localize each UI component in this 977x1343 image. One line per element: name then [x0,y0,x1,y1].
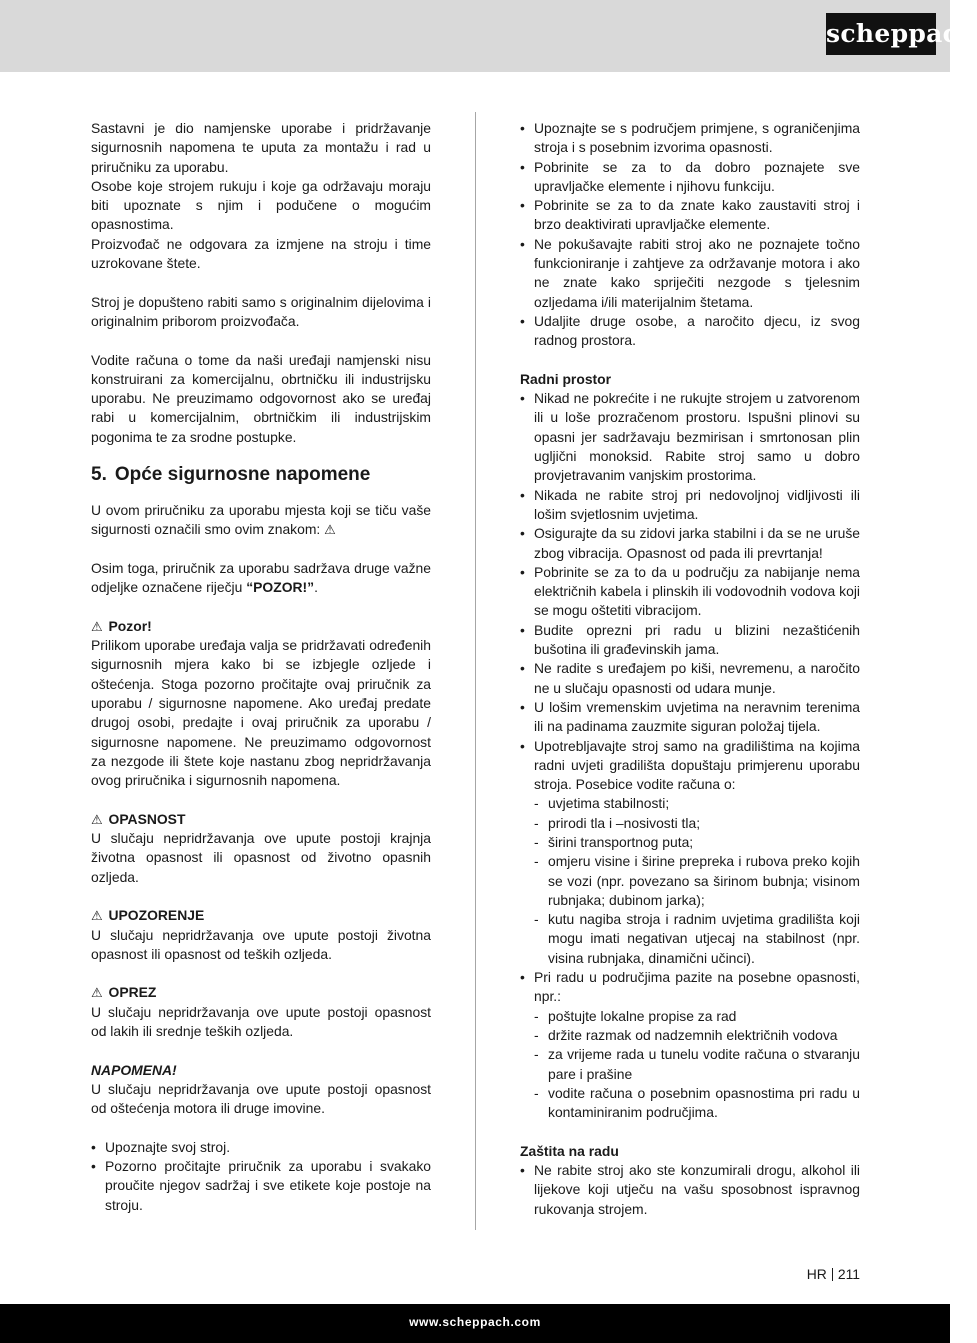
intro-text-1: Sastavni je dio namjenske uporabe i pridržavanje sigurnosnih napomena te uputa za montažu i rad u priručniku za uporabu. [91,120,431,175]
general-bullets [520,119,860,351]
napomena-label: NAPOMENA! [91,1061,177,1078]
commercial-use-text: Vodite računa o tome da naši uređaji namjenski nisu konstruirani za komercijalnu, obrtničku ili industrijsku uporabu. Ne preuzimamo odgovornost ako se uređaj rabi u komercijalnim, obrtničkim ili industrijskim pogonima te za srodne postupke. [91,351,431,445]
page-number: HR 211 [806,1266,860,1282]
opasnosti-dashes [520,1007,860,1123]
list-item: • Osigurajte da su zidovi jarka stabilni i da se ne uruše zbog vibracija. Opasnost od pada ili prevrtanja! [520,524,860,563]
upozorenje-label: ⚠ UPOZORENJE [91,907,205,924]
column-divider [475,112,476,1230]
opasnost-label: ⚠ OPASNOST [91,810,186,827]
list-item [520,968,860,1122]
radni-prostor-bullets [520,389,860,1122]
list-item [520,737,860,969]
opasnost-text: U slučaju nepridržavanja ove upute postoji krajnja životna opasnost ili opasnost od životno opasnih ozljeda. [91,830,431,885]
dash-item: - držite razmak od nadzemnih električnih vodova [520,1026,860,1045]
left-column [91,119,431,1215]
list-item: • Ne pokušavajte rabiti stroj ako ne poznajete točno funkcioniranje i zahtjeve za održavanje motora i ako ne znate kako spriječiti nezgode s tjelesnim ozljedama i/ili materijalnim štetama. [520,235,860,312]
list-item: • Ne rabite stroj ako ste konzumirali drogu, alkohol ili lijekove koji utječu na vašu sposobnost ispravnog rukovanja strojem. [520,1161,860,1219]
dash-item: - vodite računa o posebnim opasnostima pri radu u kontaminiranim područjima. [520,1084,860,1123]
dash-item: - prirodi tla i –nosivosti tla; [520,814,860,833]
list-item: • Nikad ne pokrećite i ne rukujte strojem u zatvorenom ili u loše prozračenom prostoru. Ispušni plinovi su opasni jer sadržavaju bezmirisan i smrtonosan plin ugljični monoksid. Rabite stroj samo u dobro provjetravanim vanjskim prostorima. [520,389,860,485]
intro-text-2: Osobe koje strojem rukuju i koje ga održavaju moraju biti upoznate s njim i podučene o mogućim opasnostima. [91,177,431,233]
section-heading [91,463,431,487]
list-item: • U lošim vremenskim uvjetima na neravnim terenima ili na padinama zauzmite siguran položaj tijela. [520,698,860,737]
intro-text-3: Proizvođač ne odgovara za izmjene na stroju i time uzrokovane štete. [91,235,431,272]
pozor-text: Prilikom uporabe uređaja valja se pridržavati određenih sigurnosnih mjera kako bi se izbjegle ozljede i oštećenja. Stoga pozorno pročitajte ovaj priručnik za uporabu / sigurnosne napomene. Ako uređaj predate drugoj osobi, predajte i ovaj priručnik za uporabu / sigurnosne napomene. Ne preuzimamo odgovornost za nezgode ili štete koje nastanu zbog nepridržavanja ovog priručnika i sigurnosnih napomena. [91,637,431,789]
zastita-heading: Zaštita na radu [520,1142,619,1159]
dash-item: - kutu nagiba stroja i radnim uvjetima gradilišta koji mogu imati negativan utjecaj na stabilnost (npr. visina rubnjaka, dinamični učinci). [520,910,860,968]
gradiliste-text: Upotrebljavajte stroj samo na gradilištima na kojima radni uvjeti gradilišta dopuštaju primjerenu uporabu stroja. Posebice vodite računa o: [534,737,860,793]
list-item: • Budite oprezni pri radu u blizini nezaštićenih bušotina ili građevinskih jama. [520,621,860,660]
pozor-label: ⚠ Pozor! [91,617,152,634]
header-band [0,0,950,72]
dash-item: - poštujte lokalne propise za rad [520,1007,860,1026]
other-sections-text: Osim toga, priručnik za uporabu sadržava druge važne odjeljke označene riječju “POZOR!”. [91,559,431,596]
list-item: • Udaljite druge osobe, a naročito djecu, iz svog radnog prostora. [520,312,860,351]
list-item: • Pozorno pročitajte priručnik za uporabu i svakako proučite njegov sadržaj i sve etikete koje postoje na stroju. [91,1157,431,1215]
right-column [520,119,860,1219]
list-item: • Ne radite s uređajem po kiši, nevremenu, a naročito ne u slučaju opasnosti od udara munje. [520,659,860,698]
list-item: • Nikada ne rabite stroj pri nedovoljnoj vidljivosti ili lošim svjetlosnim uvjetima. [520,486,860,525]
symbol-text: U ovom priručniku za uporabu mjesta koji se tiču vaše sigurnosti označili smo ovim znakom: ⚠ [91,502,431,538]
list-item: • Upoznajte se s područjem primjene, s ograničenjima stroja i s posebnim izvorima opasnosti. [520,119,860,158]
machine-bullets [91,1138,431,1215]
warning-triangle-icon: ⚠ [91,908,103,924]
list-item: • Pobrinite se za to da u području za nabijanje nema električnih kabela i plinskih ili vodovodnih vodova koji se mogu oštetiti vibracijom. [520,563,860,621]
warning-triangle-icon: ⚠ [91,618,103,634]
warning-triangle-icon: ⚠ [91,811,103,827]
list-item: • Pobrinite se za to da dobro poznajete sve upravljačke elemente i njihovu funkciju. [520,158,860,197]
dash-item: - za vrijeme rada u tunelu vodite računa o stvaranju pare i prašine [520,1045,860,1084]
oprez-text: U slučaju nepridržavanja ove upute postoji opasnost od lakih ili srednje teških ozljeda. [91,1003,431,1040]
footer-url: www.scheppach.com [409,1315,541,1329]
scheppach-logo: scheppach [826,13,936,55]
opasnosti-text: Pri radu u područjima pazite na posebne opasnosti, npr.: [534,969,860,1005]
warning-triangle-icon: ⚠ [324,522,336,538]
gradiliste-dashes [520,794,860,968]
zastita-bullets [520,1161,860,1219]
warning-triangle-icon: ⚠ [91,985,103,1001]
pozor-keyword: “POZOR!” [246,579,315,596]
upozorenje-text: U slučaju nepridržavanja ove upute postoji životna opasnost ili opasnost od teških ozljeda. [91,926,431,962]
radni-prostor-heading: Radni prostor [520,370,612,387]
dash-item: - širini transportnog puta; [520,833,860,852]
napomena-text: U slučaju nepridržavanja ove upute postoji opasnost od oštećenja motora ili druge imovine. [91,1080,431,1117]
footer-band [0,1304,950,1343]
section-number: 5. [91,464,107,486]
oprez-label: ⚠ OPREZ [91,984,157,1001]
page-number-separator [832,1268,833,1281]
dash-item: - omjeru visine i širine prepreka i rubova preko kojih se vozi (npr. povezano sa širinom bubnja; visinom rubnjaka; dubinom jarka); [520,852,860,910]
section-title: Opće sigurnosne napomene [114,464,371,486]
list-item: • Pobrinite se za to da znate kako zaustaviti stroj i brzo deaktivirati upravljačke elemente. [520,196,860,235]
list-item: • Upoznajte svoj stroj. [91,1138,431,1157]
dash-item: - uvjetima stabilnosti; [520,794,860,813]
original-parts-text: Stroj je dopušteno rabiti samo s originalnim dijelovima i originalnim priborom proizvođača. [91,293,431,329]
